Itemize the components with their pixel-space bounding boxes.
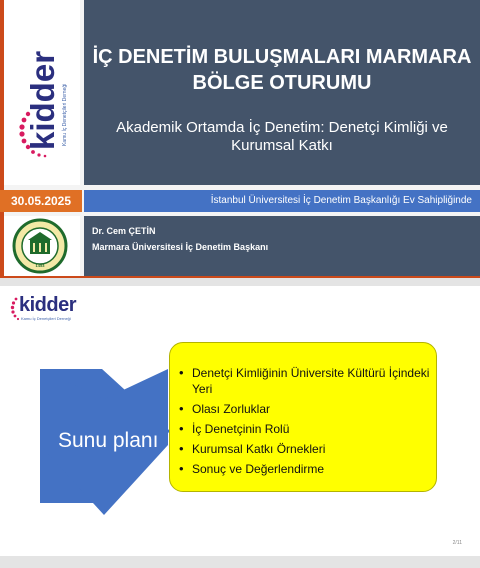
chevron-down-shape (40, 335, 180, 515)
university-seal-icon (12, 218, 68, 274)
seal-year: 1453 (35, 263, 45, 268)
agenda-slide (0, 286, 480, 556)
agenda-item: • Olası Zorluklar (178, 401, 430, 417)
presenter-role: Marmara Üniversitesi İç Denetim Başkanı (92, 242, 269, 252)
agenda-item: • Denetçi Kimliğinin Üniversite Kültürü İçindeki Yeri (178, 365, 430, 397)
svg-text:kidder: kidder (24, 50, 61, 150)
presenter-panel (84, 216, 480, 276)
page-number: 2/11 (452, 540, 462, 546)
kidder-tagline: Kamu İç Denetçileri Derneği (21, 316, 71, 321)
slide-title: İÇ DENETİM BULUŞMALARI MARMARA BÖLGE OTURUMU (92, 46, 472, 94)
title-slide (0, 0, 480, 278)
event-date: 30.05.2025 (0, 190, 82, 212)
title-panel (84, 0, 480, 185)
host-text: İstanbul Üniversitesi İç Denetim Başkanlığı Ev Sahipliğinde (210, 195, 472, 206)
agenda-item: • İç Denetçinin Rolü (178, 421, 430, 437)
agenda-list (178, 365, 430, 481)
kidder-logo (10, 294, 90, 328)
agenda-item: • Kurumsal Katkı Örnekleri (178, 441, 430, 457)
bottom-accent-bar (0, 276, 480, 278)
svg-text:Kamu İç Denetçileri Derneği: Kamu İç Denetçileri Derneği (62, 83, 68, 146)
agenda-item: • Sonuç ve Değerlendirme (178, 461, 430, 477)
agenda-box (169, 342, 437, 492)
slide-subtitle: Akademik Ortamda İç Denetim: Denetçi Kimliği ve Kurumsal Katkı (116, 119, 448, 154)
kidder-wordmark: kidder (19, 294, 77, 316)
kidder-logo-icon (4, 0, 80, 185)
seal-panel (4, 216, 80, 276)
host-bar (84, 190, 480, 212)
agenda-label: Sunu planı (58, 429, 159, 452)
presenter-name: Dr. Cem ÇETİN (92, 226, 156, 236)
kidder-logo-vertical (4, 0, 80, 185)
